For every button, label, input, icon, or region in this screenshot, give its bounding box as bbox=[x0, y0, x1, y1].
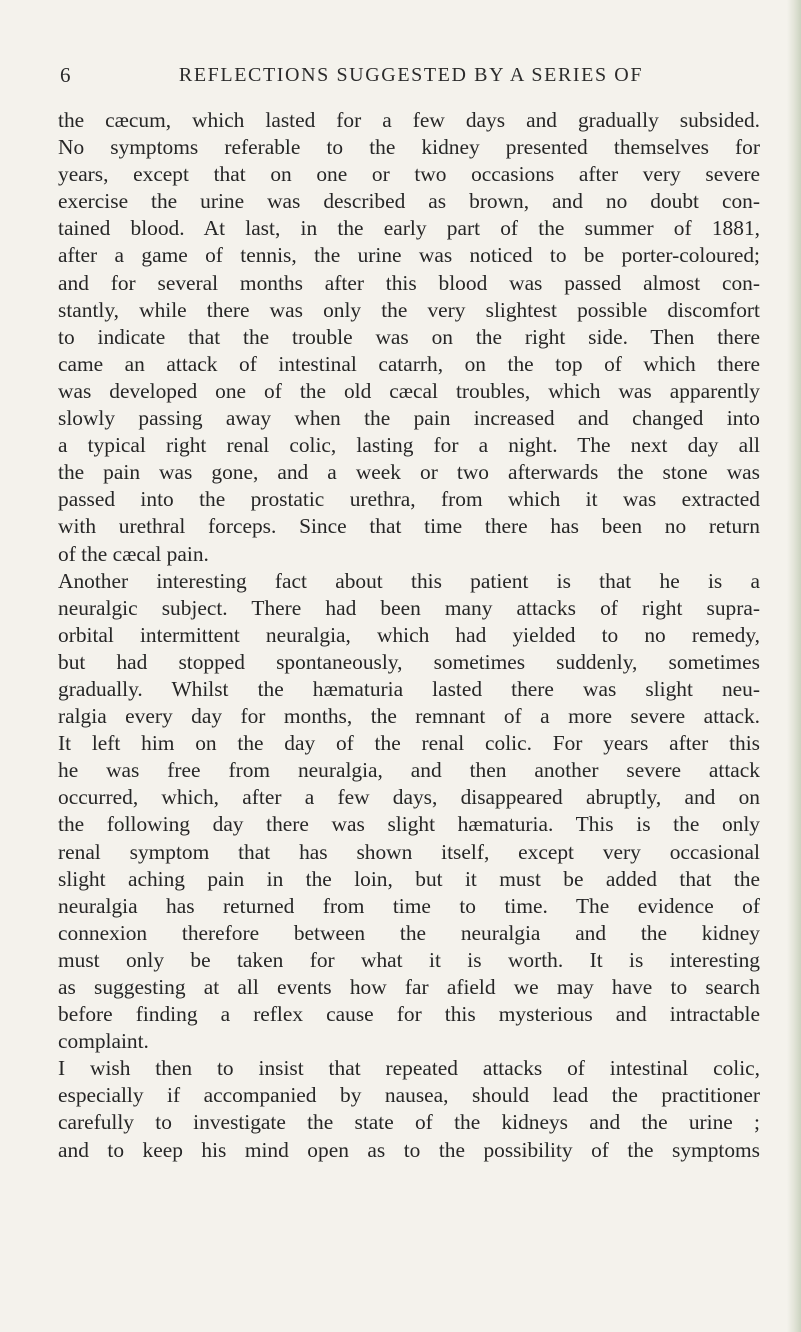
text-line: passed into the prostatic urethra, from which it was extracted bbox=[58, 487, 760, 512]
text-line: slowly passing away when the pain increased and changed into bbox=[58, 406, 760, 431]
text-line: stantly, while there was only the very slightest possible discomfort bbox=[58, 297, 760, 322]
body-text bbox=[58, 107, 760, 1164]
text-line: It left him on the day of the renal colic. For years after this bbox=[58, 731, 760, 756]
text-line: to indicate that the trouble was on the right side. Then there bbox=[58, 324, 760, 349]
text-line: a typical right renal colic, lasting for a night. The next day all bbox=[58, 433, 760, 458]
text-line: tained blood. At last, in the early part of the summer of 1881, bbox=[58, 216, 760, 241]
page-header bbox=[60, 58, 750, 92]
page-number: 6 bbox=[60, 63, 71, 87]
text-line: came an attack of intestinal catarrh, on the top of which there bbox=[58, 351, 760, 376]
text-line: complaint. bbox=[58, 1029, 149, 1054]
text-line: was developed one of the old cæcal troubles, which was apparently bbox=[58, 378, 760, 403]
text-line: slight aching pain in the loin, but it must be added that the bbox=[58, 866, 760, 891]
text-line: ralgia every day for months, the remnant of a more severe attack. bbox=[58, 704, 760, 729]
text-line: must only be taken for what it is worth. It is interesting bbox=[58, 947, 760, 972]
text-line: as suggesting at all events how far afield we may have to search bbox=[58, 975, 760, 999]
page-edge-shadow bbox=[787, 0, 801, 1332]
text-line: the pain was gone, and a week or two afterwards the stone was bbox=[58, 460, 760, 485]
text-line: and to keep his mind open as to the possibility of the symptoms bbox=[58, 1137, 760, 1162]
text-line: especially if accompanied by nausea, should lead the practitioner bbox=[58, 1083, 760, 1108]
text-line: of the cæcal pain. bbox=[58, 541, 209, 566]
text-line: and for several months after this blood was passed almost con- bbox=[58, 270, 760, 295]
text-line: before finding a reflex cause for this mysterious and intractable bbox=[58, 1002, 760, 1027]
text-line: orbital intermittent neuralgia, which had yielded to no remedy, bbox=[58, 622, 760, 647]
text-line: No symptoms referable to the kidney presented themselves for bbox=[58, 135, 760, 160]
text-line: neuralgic subject. There had been many attacks of right supra- bbox=[58, 595, 760, 620]
paragraph-start-line: Another interesting fact about this patient is that he is a bbox=[58, 568, 760, 593]
text-line: renal symptom that has shown itself, except very occasional bbox=[58, 839, 760, 864]
text-line: but had stopped spontaneously, sometimes suddenly, sometimes bbox=[58, 649, 760, 674]
paragraph-start-line: I wish then to insist that repeated attacks of intestinal colic, bbox=[58, 1056, 760, 1081]
text-line: gradually. Whilst the hæmaturia lasted there was slight neu- bbox=[58, 676, 760, 701]
text-line: connexion therefore between the neuralgia and the kidney bbox=[58, 920, 760, 945]
text-line: neuralgia has returned from time to time. The evidence of bbox=[58, 893, 760, 918]
text-line: occurred, which, after a few days, disappeared abruptly, and on bbox=[58, 785, 760, 810]
text-line: the following day there was slight hæmaturia. This is the only bbox=[58, 812, 760, 837]
text-line: carefully to investigate the state of the kidneys and the urine ; bbox=[58, 1110, 760, 1135]
text-line: he was free from neuralgia, and then another severe attack bbox=[58, 758, 760, 783]
text-line: after a game of tennis, the urine was noticed to be porter-coloured; bbox=[58, 243, 760, 268]
text-line: exercise the urine was described as brown, and no doubt con- bbox=[58, 189, 760, 214]
text-line: with urethral forceps. Since that time there has been no return bbox=[58, 514, 760, 539]
text-line: the cæcum, which lasted for a few days and gradually subsided. bbox=[58, 108, 760, 132]
text-line: years, except that on one or two occasions after very severe bbox=[58, 162, 760, 187]
running-head: REFLECTIONS SUGGESTED BY A SERIES OF bbox=[178, 64, 644, 86]
